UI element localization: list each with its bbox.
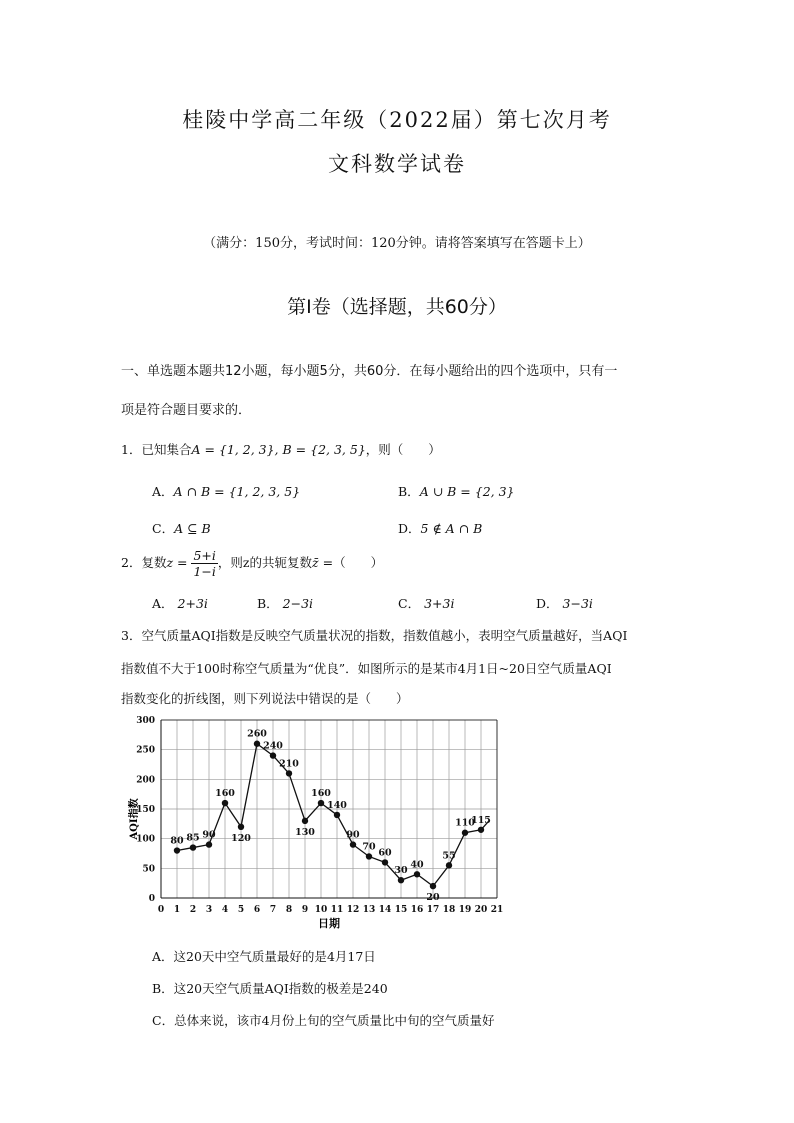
data-label: 40 bbox=[410, 859, 424, 871]
question-3-line2: 指数值不大于100时称空气质量为“优良”．如图所示的是某市4月1日~20日空气质量AQI bbox=[121, 661, 612, 676]
x-tick-label: 11 bbox=[330, 905, 344, 915]
y-tick-label: 150 bbox=[136, 805, 155, 815]
question-1-option-a[interactable] bbox=[152, 482, 300, 500]
x-axis-label: 日期 bbox=[318, 917, 340, 930]
x-tick-label: 21 bbox=[490, 905, 504, 915]
data-point bbox=[478, 827, 484, 833]
question-2-paren: （ ） bbox=[333, 555, 384, 570]
option-text: 2+3i bbox=[177, 596, 208, 611]
option-text: 3+3i bbox=[424, 596, 455, 611]
option-text: 这20天空气质量AQI指数的极差是240 bbox=[173, 981, 388, 996]
option-label: B． bbox=[152, 981, 174, 996]
x-tick-label: 14 bbox=[378, 905, 392, 915]
data-point bbox=[430, 883, 436, 889]
data-label: 30 bbox=[394, 865, 408, 877]
data-label: 90 bbox=[346, 829, 360, 841]
x-tick-label: 9 bbox=[301, 905, 309, 915]
chart-tick-labels bbox=[136, 716, 503, 915]
question-2-option-c[interactable] bbox=[398, 594, 454, 612]
question-2-option-b[interactable] bbox=[257, 594, 313, 612]
x-tick-label: 6 bbox=[253, 905, 261, 915]
fraction-denominator: 1−i bbox=[193, 564, 216, 579]
data-point bbox=[462, 830, 468, 836]
exam-subtitle: 文科数学试卷 bbox=[328, 152, 466, 176]
option-label: C． bbox=[152, 521, 175, 536]
question-1-option-c[interactable] bbox=[152, 519, 211, 537]
data-label: 60 bbox=[378, 847, 392, 859]
data-point bbox=[446, 862, 452, 868]
x-tick-label: 16 bbox=[410, 905, 424, 915]
data-label: 55 bbox=[442, 850, 456, 862]
option-label: C． bbox=[398, 596, 421, 611]
option-label: C． bbox=[152, 1013, 175, 1028]
data-label: 90 bbox=[202, 829, 216, 841]
option-label: A． bbox=[152, 949, 174, 964]
data-point bbox=[254, 741, 260, 747]
x-tick-label: 18 bbox=[442, 905, 456, 915]
x-tick-label: 2 bbox=[189, 905, 197, 915]
exam-note: （满分：150分，考试时间：120分钟。请将答案填写在答题卡上） bbox=[203, 236, 591, 251]
data-point bbox=[398, 877, 404, 883]
data-label: 260 bbox=[247, 728, 267, 740]
x-tick-label: 19 bbox=[458, 905, 472, 915]
y-tick-label: 100 bbox=[136, 834, 155, 845]
question-3-line3: 指数变化的折线图，则下列说法中错误的是（ ） bbox=[121, 691, 409, 706]
question-2-suffix: ，则z的共轭复数 bbox=[217, 555, 313, 570]
series-line bbox=[177, 744, 481, 886]
x-tick-label: 13 bbox=[362, 905, 376, 915]
data-label: 110 bbox=[455, 817, 475, 829]
question-1-stem bbox=[121, 440, 441, 458]
x-tick-label: 15 bbox=[394, 905, 408, 915]
y-tick-label: 0 bbox=[148, 894, 155, 904]
fraction-numerator: 5+i bbox=[193, 548, 216, 563]
option-text: A ⊆ B bbox=[174, 521, 211, 536]
data-label: 160 bbox=[215, 788, 235, 800]
x-tick-label: 8 bbox=[285, 905, 293, 915]
question-2-zbar: z̄ = bbox=[312, 555, 334, 570]
option-label: D． bbox=[398, 521, 421, 536]
x-tick-label: 4 bbox=[221, 905, 229, 915]
x-tick-label: 3 bbox=[205, 905, 213, 915]
y-axis-label: AQI指数 bbox=[129, 798, 140, 840]
x-tick-label: 10 bbox=[314, 905, 328, 915]
option-text: A ∩ B = {1, 2, 3, 5} bbox=[173, 484, 301, 499]
option-text: 5 ∉ A ∩ B bbox=[420, 521, 483, 536]
data-point bbox=[318, 800, 324, 806]
y-tick-label: 200 bbox=[136, 775, 155, 786]
section-instructions-line1: 一、单选题本题共12小题，每小题5分，共60分．在每小题给出的四个选项中，只有一 bbox=[121, 364, 618, 379]
question-3-option-c[interactable] bbox=[152, 1011, 495, 1029]
question-3-option-a[interactable] bbox=[152, 947, 376, 965]
exam-title: 桂陵中学高二年级（2022届）第七次月考 bbox=[182, 108, 612, 132]
data-label: 80 bbox=[170, 835, 184, 847]
y-tick-label: 50 bbox=[142, 864, 155, 875]
question-1-prefix: 1．已知集合 bbox=[121, 442, 192, 457]
data-point bbox=[190, 844, 196, 850]
question-1-option-b[interactable] bbox=[398, 482, 515, 500]
data-label: 160 bbox=[311, 788, 331, 800]
data-point bbox=[382, 859, 388, 865]
question-2-option-a[interactable] bbox=[152, 594, 208, 612]
data-label: 120 bbox=[231, 832, 251, 844]
data-label: 210 bbox=[279, 758, 299, 770]
data-label: 115 bbox=[471, 814, 491, 826]
data-point bbox=[286, 770, 292, 776]
option-text: 3−3i bbox=[562, 596, 593, 611]
data-point bbox=[350, 841, 356, 847]
question-1-math: A = {1, 2, 3}, B = {2, 3, 5} bbox=[191, 442, 366, 457]
question-3-line1: 3．空气质量AQI指数是反映空气质量状况的指数，指数值越小，表明空气质量越好，当AQI bbox=[121, 628, 628, 643]
question-2-stem bbox=[121, 546, 383, 580]
x-tick-label: 0 bbox=[157, 905, 165, 915]
option-text: 总体来说，该市4月份上旬的空气质量比中旬的空气质量好 bbox=[174, 1013, 495, 1028]
chart-data-labels bbox=[170, 729, 491, 903]
data-point bbox=[238, 824, 244, 830]
option-label: D． bbox=[536, 596, 559, 611]
data-point bbox=[302, 818, 308, 824]
x-tick-label: 20 bbox=[474, 905, 488, 915]
data-point bbox=[334, 812, 340, 818]
data-label: 85 bbox=[186, 832, 200, 844]
question-3-option-b[interactable] bbox=[152, 979, 388, 997]
option-label: A． bbox=[152, 484, 174, 499]
option-label: B． bbox=[398, 484, 420, 499]
question-2-z: z = bbox=[166, 555, 188, 570]
question-1-option-d[interactable] bbox=[398, 519, 482, 537]
y-tick-label: 300 bbox=[136, 716, 155, 726]
data-label: 130 bbox=[295, 826, 315, 838]
data-point bbox=[270, 752, 276, 758]
x-tick-label: 17 bbox=[426, 905, 440, 915]
data-point bbox=[222, 800, 228, 806]
data-label: 140 bbox=[327, 799, 347, 811]
data-label: 240 bbox=[263, 740, 283, 752]
y-tick-label: 250 bbox=[136, 745, 155, 756]
question-2-option-d[interactable] bbox=[536, 594, 593, 612]
data-point bbox=[206, 841, 212, 847]
x-tick-label: 1 bbox=[173, 905, 181, 915]
data-point bbox=[414, 871, 420, 877]
option-label: B． bbox=[257, 596, 279, 611]
aqi-line-chart bbox=[125, 708, 515, 938]
x-tick-label: 7 bbox=[269, 905, 277, 915]
data-label: 70 bbox=[362, 841, 376, 853]
question-2-prefix: 2．复数 bbox=[121, 555, 167, 570]
option-label: A． bbox=[152, 596, 174, 611]
section-title: 第Ⅰ卷（选择题，共60分） bbox=[287, 296, 507, 318]
option-text: 2−3i bbox=[282, 596, 314, 611]
x-tick-label: 5 bbox=[237, 905, 245, 915]
question-1-suffix: ，则（ ） bbox=[365, 442, 441, 457]
question-2-fraction bbox=[191, 548, 217, 579]
x-tick-label: 12 bbox=[346, 905, 360, 915]
data-point bbox=[366, 853, 372, 859]
section-instructions-line2: 项是符合题目要求的． bbox=[121, 403, 252, 418]
option-text: 这20天中空气质量最好的是4月17日 bbox=[173, 949, 376, 964]
data-label: 20 bbox=[426, 892, 440, 904]
option-text: A ∪ B = {2, 3} bbox=[419, 484, 515, 499]
data-point bbox=[174, 847, 180, 853]
